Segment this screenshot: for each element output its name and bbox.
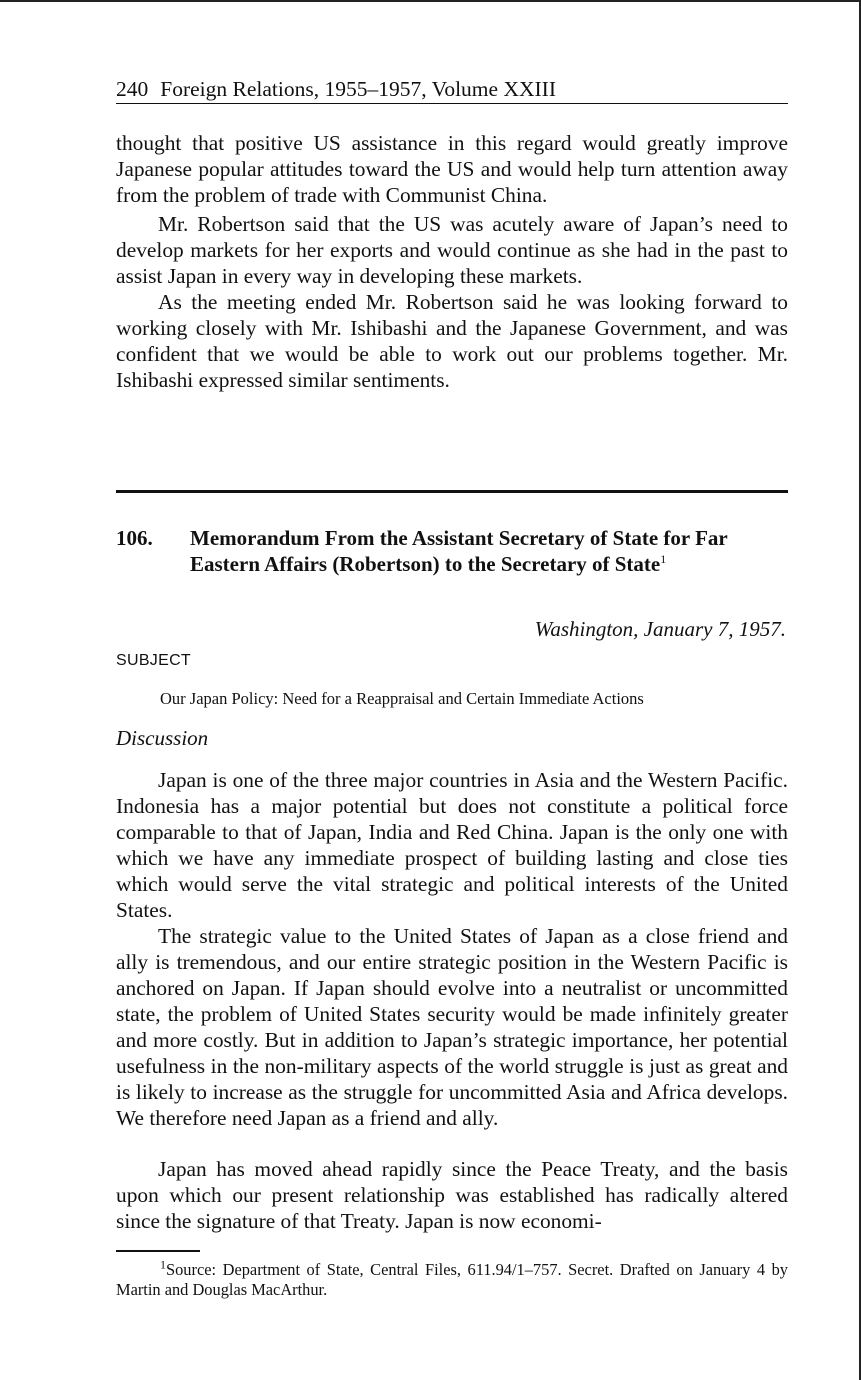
- book-title: Foreign Relations, 1955–1957, Volume XXIII: [160, 77, 556, 101]
- section-divider: [116, 490, 788, 493]
- continuation-paragraph-2: Mr. Robertson said that the US was acutely aware of Japan’s need to develop markets for her exports and would continue as she had in the past to assist Japan in every way in developing these markets.: [116, 212, 788, 288]
- footnote-reference: 1: [660, 552, 667, 566]
- document-title: Memorandum From the Assistant Secretary of State for Far Eastern Affairs (Robertson) to the Secretary of State$^1$: [190, 526, 728, 576]
- continuation-paragraph-1: thought that positive US assistance in this regard would greatly improve Japanese popular attitudes toward the US and would help turn attention away from the problem of trade with Communist China.: [116, 131, 788, 207]
- discussion-paragraph-1: Japan is one of the three major countries in Asia and the Western Pacific. Indonesia has a major potential but does not constitute a political force comparable to that of Japan, India and Red China. Japan is the only one with which we have any immediate prospect of building lasting and close ties which would serve the vital strategic and political interests of the United States.: [116, 768, 788, 922]
- dateline: Washington, January 7, 1957.: [534, 617, 786, 641]
- subject-text: Our Japan Policy: Need for a Reappraisal and Certain Immediate Actions: [160, 689, 644, 708]
- footnote-marker: 1: [160, 1257, 166, 1272]
- discussion-heading: Discussion: [116, 726, 209, 750]
- running-head: [116, 76, 788, 104]
- footnote: [116, 1257, 788, 1300]
- document-number: 106.: [116, 526, 153, 550]
- continuation-paragraph-3: As the meeting ended Mr. Robertson said he was looking forward to working closely with Mr. Ishibashi and the Japanese Government, and was confident that we would be able to work out our problems together. Mr. Ishibashi expressed similar sentiments.: [116, 290, 788, 392]
- footnote-rule: [116, 1250, 200, 1252]
- page-number: 240: [116, 77, 149, 101]
- subject-label: SUBJECT: [116, 652, 191, 669]
- discussion-paragraph-3: Japan has moved ahead rapidly since the Peace Treaty, and the basis upon which our present relationship was established has radically altered since the signature of that Treaty. Japan is now economi-: [116, 1157, 788, 1233]
- discussion-paragraph-2: The strategic value to the United States of Japan as a close friend and ally is tremendous, and our entire strategic position in the Western Pacific is anchored on Japan. If Japan should evolve into a neutralist or uncommitted state, the problem of United States security would be made infinitely greater and more costly. But in addition to Japan’s strategic importance, her potential usefulness in the non-military aspects of the world struggle is just as great and is likely to increase as the struggle for uncommitted Asia and Africa develops. We therefore need Japan as a friend and ally.: [116, 924, 788, 1130]
- footnote-text: Source: Department of State, Central Files, 611.94/1–757. Secret. Drafted on January 4 by Martin and Douglas MacArthur.: [116, 1260, 788, 1299]
